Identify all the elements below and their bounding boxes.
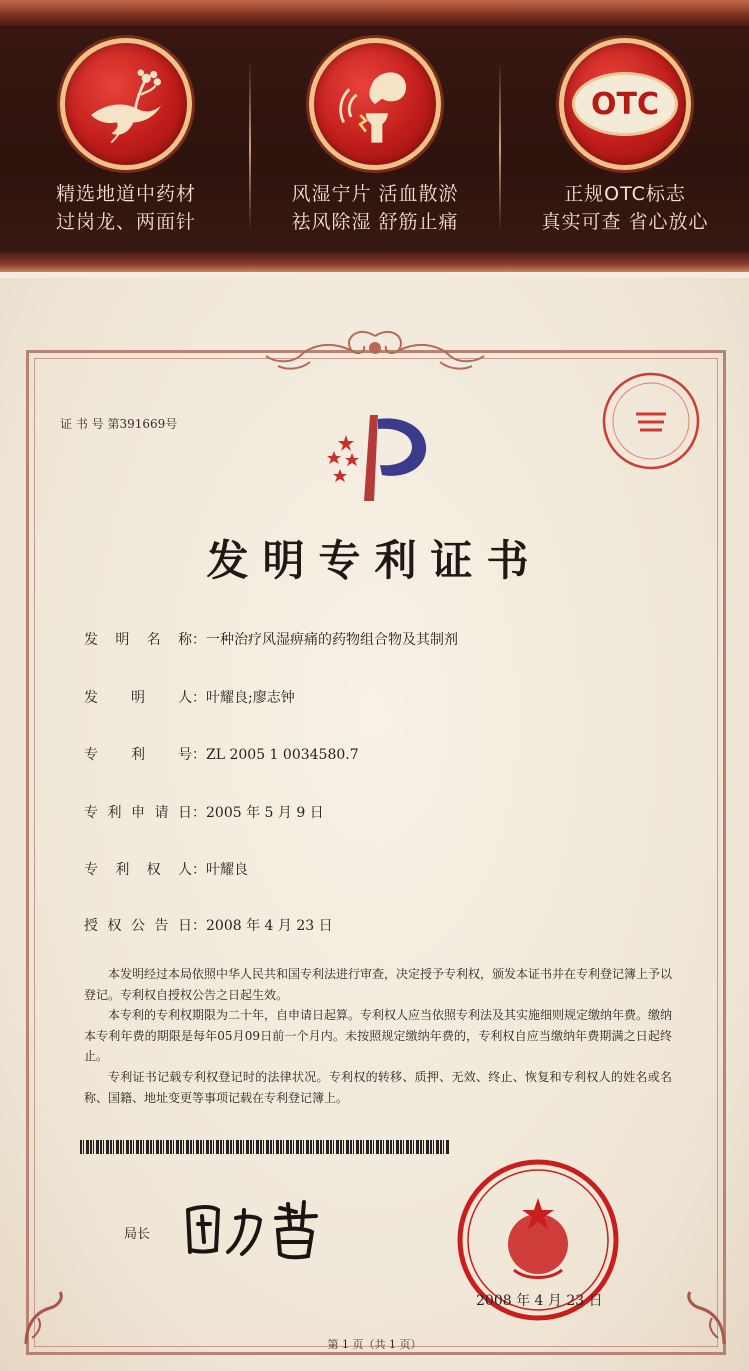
banner-divider xyxy=(249,62,251,232)
field-application-date xyxy=(84,802,324,822)
company-seal xyxy=(600,370,702,472)
caption-line-1: 正规OTC标志 xyxy=(564,183,686,205)
field-value: 2008 年 4 月 23 日 xyxy=(206,918,333,934)
top-ornament-icon xyxy=(250,326,500,374)
field-label: 发明名称 xyxy=(84,632,192,648)
field-label: 专利权人 xyxy=(84,862,192,878)
field-colon: ： xyxy=(192,805,206,821)
otc-disc xyxy=(559,38,691,170)
feature-caption xyxy=(255,180,495,236)
certificate-number: 证 书 号 第391669号 xyxy=(60,417,178,431)
caption-line-1: 精选地道中药材 xyxy=(55,183,196,205)
banner-divider xyxy=(499,62,501,232)
banner-bottom-rim xyxy=(0,252,749,272)
feature-caption xyxy=(505,180,745,236)
feature-badge-herbs xyxy=(6,38,246,236)
director-label: 局长 xyxy=(124,1227,151,1242)
feature-caption xyxy=(6,180,246,236)
field-label: 专利申请日 xyxy=(84,805,192,821)
caption-line-1: 风湿宁片 活血散淤 xyxy=(291,183,459,205)
field-patent-number xyxy=(84,744,359,764)
caption-line-2: 过岗龙、两面针 xyxy=(55,211,196,233)
barcode xyxy=(80,1140,450,1154)
field-inventor xyxy=(84,687,295,707)
body-paragraph: 本发明经过本局依照中华人民共和国专利法进行审查，决定授予专利权，颁发本证书并在专利登记簿上予以登记。专利权自授权公告之日起生效。 xyxy=(84,967,673,1002)
banner-top-rim xyxy=(0,0,749,26)
field-colon: ： xyxy=(192,690,206,706)
field-label: 发明人 xyxy=(84,690,192,706)
feature-badge-joint xyxy=(255,38,495,236)
caption-line-2: 祛风除湿 舒筋止痛 xyxy=(291,211,459,233)
field-colon: ： xyxy=(192,632,206,648)
field-value: 一种治疗风湿痹痛的药物组合物及其制剂 xyxy=(206,632,458,648)
issue-date: 2008 年 4 月 23 日 xyxy=(476,1293,603,1309)
ginseng-icon xyxy=(80,58,172,150)
field-invention-name xyxy=(84,629,458,649)
field-value: 叶耀良;廖志钟 xyxy=(206,690,295,706)
field-colon: ： xyxy=(192,862,206,878)
page-number: 第 1 页（共 1 页） xyxy=(327,1338,422,1351)
caption-line-2: 真实可查 省心放心 xyxy=(541,211,709,233)
body-paragraph: 本专利的专利权期限为二十年，自申请日起算。专利权人应当依照专利法及其实施细则规定缴纳年费。缴纳本专利年费的期限是每年05月09日前一个月内。未按照规定缴纳年费的，专利权自应当缴纳年费期满之日起终止。 xyxy=(84,1008,673,1064)
field-patentee xyxy=(84,859,248,879)
body-paragraph: 专利证书记载专利权登记时的法律状况。专利权的转移、质押、无效、终止、恢复和专利权人的姓名或名称、国籍、地址变更等事项记载在专利登记簿上。 xyxy=(84,1069,672,1105)
herb-disc xyxy=(60,38,192,170)
joint-icon xyxy=(329,58,421,150)
patent-office-logo xyxy=(312,405,442,505)
field-label: 专利号 xyxy=(84,747,192,763)
joint-disc xyxy=(309,38,441,170)
director-signature xyxy=(180,1196,340,1262)
feature-banner xyxy=(0,0,749,272)
field-colon: ： xyxy=(192,747,206,763)
field-label: 授权公告日 xyxy=(84,918,192,934)
field-colon: ： xyxy=(192,918,206,934)
field-value: 2005 年 5 月 9 日 xyxy=(206,805,324,821)
field-value: ZL 2005 1 0034580.7 xyxy=(206,747,359,763)
field-value: 叶耀良 xyxy=(206,862,248,878)
patent-certificate xyxy=(0,278,749,1371)
feature-badge-otc xyxy=(505,38,745,236)
certificate-body xyxy=(84,964,672,1108)
field-grant-date xyxy=(84,915,333,935)
certificate-title: 发明专利证书 xyxy=(206,536,543,585)
otc-icon: OTC xyxy=(572,72,678,136)
